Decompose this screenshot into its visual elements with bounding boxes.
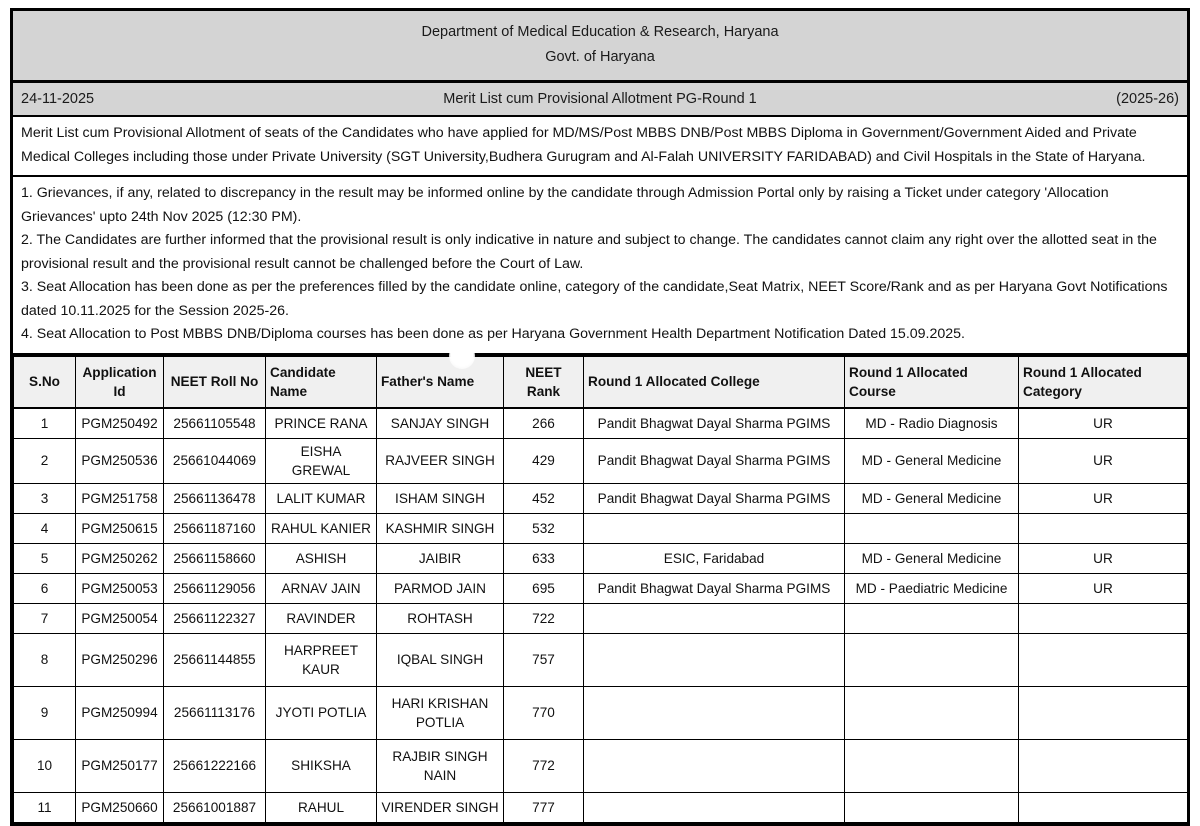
cell-neet-rank: 266: [504, 408, 584, 439]
col-header-fathers-name: Father's Name: [377, 356, 504, 408]
table-row: [14, 603, 1188, 633]
table-row: [14, 739, 1188, 792]
cell-neet-rank: 695: [504, 573, 584, 603]
cell-neet-roll-no: 25661129056: [164, 573, 266, 603]
cell-sno: 2: [14, 438, 76, 483]
cell-application-id: PGM250492: [76, 408, 164, 439]
cell-candidate-name: RAHUL: [266, 792, 377, 822]
cell-fathers-name: ROHTASH: [377, 603, 504, 633]
cell-application-id: PGM250660: [76, 792, 164, 822]
cell-candidate-name: JYOTI POTLIA: [266, 686, 377, 739]
cell-sno: 6: [14, 573, 76, 603]
cell-application-id: PGM250536: [76, 438, 164, 483]
col-header-allocated-course: Round 1 Allocated Course: [845, 356, 1019, 408]
cell-allocated-course: MD - Radio Diagnosis: [845, 408, 1019, 439]
table-row: [14, 408, 1188, 439]
col-header-candidate-name: Candidate Name: [266, 356, 377, 408]
cell-allocated-category: [1019, 792, 1188, 822]
cell-sno: 5: [14, 543, 76, 573]
cell-application-id: PGM250262: [76, 543, 164, 573]
cell-neet-roll-no: 25661222166: [164, 739, 266, 792]
cell-application-id: PGM250054: [76, 603, 164, 633]
cell-fathers-name: HARI KRISHAN POTLIA: [377, 686, 504, 739]
cell-candidate-name: LALIT KUMAR: [266, 483, 377, 513]
cell-sno: 7: [14, 603, 76, 633]
cell-allocated-category: [1019, 603, 1188, 633]
table-row: [14, 438, 1188, 483]
cell-neet-roll-no: 25661105548: [164, 408, 266, 439]
cell-sno: 3: [14, 483, 76, 513]
cell-allocated-course: MD - General Medicine: [845, 483, 1019, 513]
cell-fathers-name: VIRENDER SINGH: [377, 792, 504, 822]
cell-fathers-name: KASHMIR SINGH: [377, 513, 504, 543]
cell-allocated-course: MD - General Medicine: [845, 543, 1019, 573]
cell-neet-roll-no: 25661158660: [164, 543, 266, 573]
cell-neet-rank: 772: [504, 739, 584, 792]
cell-allocated-course: [845, 686, 1019, 739]
cell-sno: 1: [14, 408, 76, 439]
cell-neet-rank: 777: [504, 792, 584, 822]
cell-neet-roll-no: 25661144855: [164, 633, 266, 686]
cell-application-id: PGM250296: [76, 633, 164, 686]
cell-candidate-name: SHIKSHA: [266, 739, 377, 792]
col-header-neet-roll-no: NEET Roll No: [164, 356, 266, 408]
cell-fathers-name: IQBAL SINGH: [377, 633, 504, 686]
cell-sno: 11: [14, 792, 76, 822]
government-name: Govt. of Haryana: [545, 49, 655, 65]
cell-allocated-college: [584, 513, 845, 543]
cell-sno: 8: [14, 633, 76, 686]
document-page: [10, 8, 1190, 826]
cell-allocated-category: [1019, 513, 1188, 543]
col-header-sno: S.No: [14, 356, 76, 408]
table-row: [14, 633, 1188, 686]
masthead: [13, 11, 1187, 83]
note-4: 4. Seat Allocation to Post MBBS DNB/Diploma courses has been done as per Haryana Government Health Department Notification Dated 15.09.2025.: [21, 326, 965, 342]
cell-neet-rank: 532: [504, 513, 584, 543]
cell-candidate-name: PRINCE RANA: [266, 408, 377, 439]
cell-allocated-college: [584, 739, 845, 792]
note-3: 3. Seat Allocation has been done as per the preferences filled by the candidate online, category of the candidate,Seat Matrix, NEET Score/Rank and as per Haryana Govt Notifications dated 10.11.2025 for the Session 2025-26.: [21, 279, 1168, 319]
cell-neet-roll-no: 25661122327: [164, 603, 266, 633]
page-title: Merit List cum Provisional Allotment PG-Round 1: [443, 91, 757, 107]
cell-sno: 9: [14, 686, 76, 739]
cell-allocated-category: [1019, 633, 1188, 686]
cell-application-id: PGM250615: [76, 513, 164, 543]
note-1: 1. Grievances, if any, related to discrepancy in the result may be informed online by the candidate through Admission Portal only by raising a Ticket under category 'Allocation Grievances' upto 24th Nov 2025 (12:30 PM).: [21, 185, 1109, 225]
cell-allocated-college: [584, 603, 845, 633]
cell-allocated-course: [845, 739, 1019, 792]
col-header-allocated-category: Round 1 Allocated Category: [1019, 356, 1188, 408]
department-name: Department of Medical Education & Research, Haryana: [421, 24, 779, 40]
cell-fathers-name: RAJVEER SINGH: [377, 438, 504, 483]
cell-neet-roll-no: 25661044069: [164, 438, 266, 483]
cell-candidate-name: ASHISH: [266, 543, 377, 573]
cell-allocated-category: UR: [1019, 483, 1188, 513]
cell-neet-rank: 429: [504, 438, 584, 483]
cell-allocated-college: [584, 686, 845, 739]
cell-neet-roll-no: 25661136478: [164, 483, 266, 513]
cell-allocated-category: UR: [1019, 573, 1188, 603]
table-body: [14, 408, 1188, 823]
cell-neet-rank: 452: [504, 483, 584, 513]
cell-allocated-course: [845, 603, 1019, 633]
cell-application-id: PGM251758: [76, 483, 164, 513]
cell-candidate-name: ARNAV JAIN: [266, 573, 377, 603]
cell-allocated-college: ESIC, Faridabad: [584, 543, 845, 573]
cell-neet-roll-no: 25661187160: [164, 513, 266, 543]
cell-allocated-category: UR: [1019, 438, 1188, 483]
cell-fathers-name: JAIBIR: [377, 543, 504, 573]
col-header-application-id: Application Id: [76, 356, 164, 408]
cell-allocated-college: [584, 792, 845, 822]
cell-sno: 10: [14, 739, 76, 792]
cell-sno: 4: [14, 513, 76, 543]
table-header: [14, 356, 1188, 408]
table-row: [14, 543, 1188, 573]
cell-neet-rank: 633: [504, 543, 584, 573]
cell-neet-rank: 757: [504, 633, 584, 686]
cell-allocated-course: [845, 633, 1019, 686]
cell-allocated-course: [845, 513, 1019, 543]
table-row: [14, 792, 1188, 822]
document-date: 24-11-2025: [21, 91, 95, 107]
cell-candidate-name: RAHUL KANIER: [266, 513, 377, 543]
col-header-neet-rank: NEET Rank: [504, 356, 584, 408]
cell-allocated-course: MD - Paediatric Medicine: [845, 573, 1019, 603]
cell-allocated-category: [1019, 739, 1188, 792]
cell-fathers-name: RAJBIR SINGH NAIN: [377, 739, 504, 792]
table-row: [14, 513, 1188, 543]
cell-candidate-name: RAVINDER: [266, 603, 377, 633]
cell-neet-roll-no: 25661001887: [164, 792, 266, 822]
col-header-allocated-college: Round 1 Allocated College: [584, 356, 845, 408]
cell-fathers-name: SANJAY SINGH: [377, 408, 504, 439]
cell-allocated-course: MD - General Medicine: [845, 438, 1019, 483]
table-row: [14, 686, 1188, 739]
cell-fathers-name: ISHAM SINGH: [377, 483, 504, 513]
cell-allocated-course: [845, 792, 1019, 822]
cell-application-id: PGM250177: [76, 739, 164, 792]
cell-allocated-college: Pandit Bhagwat Dayal Sharma PGIMS: [584, 483, 845, 513]
cell-allocated-category: [1019, 686, 1188, 739]
cell-neet-roll-no: 25661113176: [164, 686, 266, 739]
session-year: (2025-26): [1116, 91, 1179, 107]
cell-allocated-college: Pandit Bhagwat Dayal Sharma PGIMS: [584, 408, 845, 439]
table-header-row: [14, 356, 1188, 408]
cell-allocated-college: Pandit Bhagwat Dayal Sharma PGIMS: [584, 573, 845, 603]
intro-block: [13, 117, 1187, 177]
cell-allocated-category: UR: [1019, 408, 1188, 439]
cell-candidate-name: EISHA GREWAL: [266, 438, 377, 483]
intro-paragraph: Merit List cum Provisional Allotment of seats of the Candidates who have applied for MD/MS/Post MBBS DNB/Post MBBS Diploma in Government/Government Aided and Private Medical Colleges including those under Private University (SGT University,Budhera Gurugram and Al-Falah UNIVERSITY FARIDABAD) and Civil Hospitals in the State of Haryana.: [21, 125, 1146, 165]
cell-allocated-college: Pandit Bhagwat Dayal Sharma PGIMS: [584, 438, 845, 483]
cell-candidate-name: HARPREET KAUR: [266, 633, 377, 686]
notes-block: [13, 177, 1187, 355]
title-bar: [13, 83, 1187, 117]
merit-list-table: [13, 355, 1188, 823]
cell-allocated-college: [584, 633, 845, 686]
cell-application-id: PGM250053: [76, 573, 164, 603]
cell-allocated-category: UR: [1019, 543, 1188, 573]
cell-fathers-name: PARMOD JAIN: [377, 573, 504, 603]
table-row: [14, 483, 1188, 513]
note-2: 2. The Candidates are further informed that the provisional result is only indicative in nature and subject to change. The candidates cannot claim any right over the allotted seat in the provisional result and the provisional result cannot be challenged before the Court of Law.: [21, 232, 1157, 272]
table-row: [14, 573, 1188, 603]
cell-neet-rank: 770: [504, 686, 584, 739]
cell-application-id: PGM250994: [76, 686, 164, 739]
cell-neet-rank: 722: [504, 603, 584, 633]
